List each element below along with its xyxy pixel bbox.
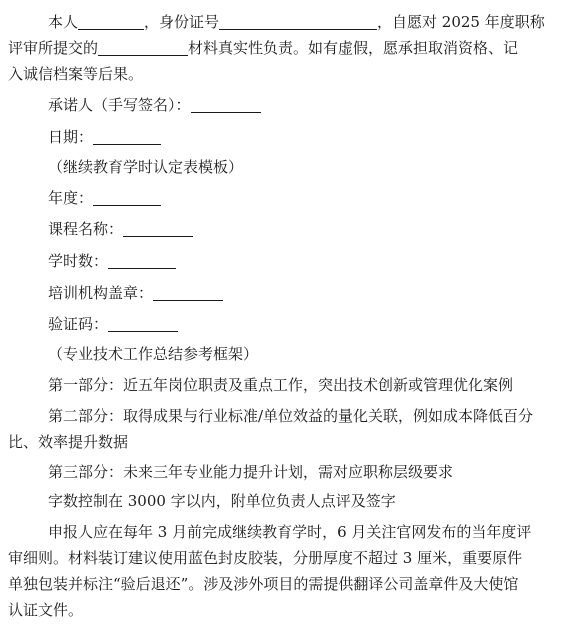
code-blank[interactable]	[108, 316, 178, 332]
framework-part-2-line-2	[8, 431, 128, 452]
notice-line-1	[48, 521, 531, 542]
part2-text-a: 第二部分：取得成果与行业标准/单位效益的量化关联，例如成本降低百分	[48, 407, 534, 425]
course-blank[interactable]	[123, 221, 193, 237]
cert-template-heading	[48, 156, 243, 177]
hours-label: 学时数：	[48, 252, 109, 270]
id-number-blank[interactable]	[219, 14, 377, 30]
code-row	[48, 313, 178, 334]
hours-blank[interactable]	[108, 253, 176, 269]
framework-part-2-line-1	[48, 405, 533, 426]
pledge-text-submitted: 评审所提交的	[8, 39, 99, 57]
pledge-text-self: 本人	[48, 13, 79, 31]
notice-text-1: 申报人应在每年 3 月前完成继续教育学时，6 月关注官网发布的当年度评	[48, 523, 532, 541]
word-count-note	[48, 490, 396, 511]
year-blank[interactable]	[93, 190, 161, 206]
date-label: 日期：	[48, 128, 94, 146]
wordcount-text: 字数控制在 3000 字以内，附单位负责人点评及签字	[48, 492, 396, 510]
stamp-label: 培训机构盖章：	[48, 284, 154, 302]
course-row	[48, 218, 193, 239]
notice-line-2	[8, 547, 522, 568]
notice-line-4	[8, 599, 83, 620]
pledge-line-3	[8, 63, 143, 84]
signer-label: 承诺人（手写签名）：	[48, 96, 191, 114]
part2-text-b: 比、效率提升数据	[8, 433, 129, 451]
notice-line-3	[8, 573, 518, 594]
part1-text: 第一部分：近五年岗位职责及重点工作，突出技术创新或管理优化案例	[48, 376, 514, 394]
material-blank[interactable]	[98, 40, 188, 56]
pledge-line-1	[48, 11, 545, 32]
pledge-text-responsibility: 材料真实性负责。如有虚假，愿承担取消资格、记	[188, 39, 519, 57]
code-label: 验证码：	[48, 315, 109, 333]
framework-part-3	[48, 461, 453, 482]
date-row	[48, 126, 161, 147]
notice-text-2: 审细则。材料装订建议使用蓝色封皮胶装，分册厚度不超过 3 厘米，重要原件	[8, 549, 523, 567]
notice-text-4: 认证文件。	[8, 601, 84, 619]
notice-text-3: 单独包装并标注“验后退还”。涉及涉外项目的需提供翻译公司盖章件及大使馆	[8, 575, 519, 593]
pledge-text-id: ，身份证号	[144, 13, 220, 31]
signer-row	[48, 94, 261, 115]
hours-row	[48, 250, 176, 271]
signature-blank[interactable]	[191, 97, 261, 113]
stamp-blank[interactable]	[153, 285, 223, 301]
pledge-text-year: ，自愿对 2025 年度职称	[377, 13, 545, 31]
pledge-text-consequence: 入诚信档案等后果。	[8, 65, 144, 83]
part3-text: 第三部分：未来三年专业能力提升计划，需对应职称层级要求	[48, 463, 454, 481]
framework-heading-text: （专业技术工作总结参考框架）	[48, 345, 259, 363]
name-blank[interactable]	[78, 14, 144, 30]
course-label: 课程名称：	[48, 220, 124, 238]
pledge-line-2	[8, 37, 518, 58]
year-row	[48, 187, 161, 208]
stamp-row	[48, 282, 223, 303]
cert-heading-text: （继续教育学时认定表模板）	[48, 158, 244, 176]
framework-heading	[48, 343, 258, 364]
date-blank[interactable]	[93, 129, 161, 145]
framework-part-1	[48, 374, 513, 395]
year-label: 年度：	[48, 189, 94, 207]
